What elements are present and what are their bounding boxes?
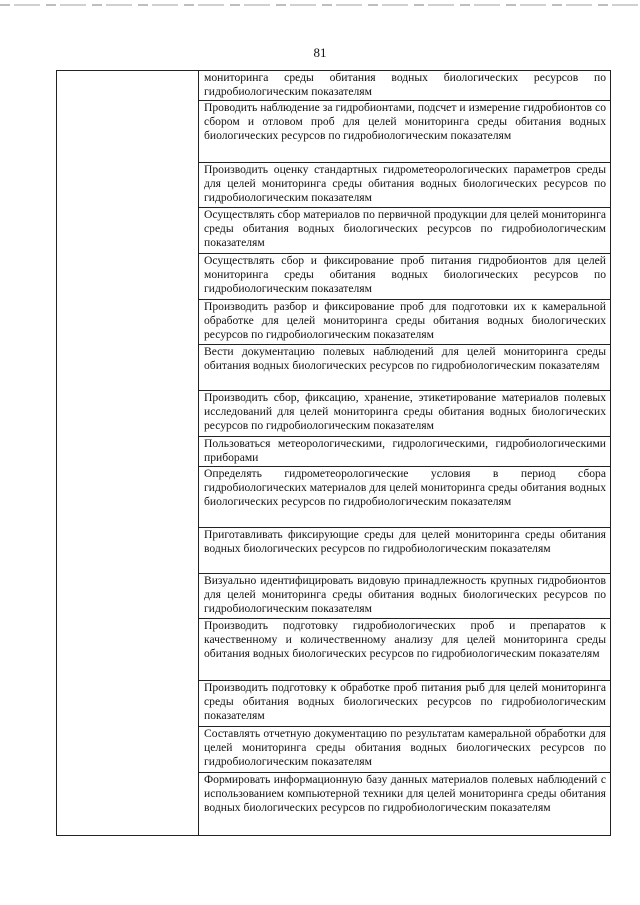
list-item: Приготавливать фиксирующие среды для целей мониторинга среды обитания водных биологических ресурсов по гидробиологическим показателям [199, 528, 610, 574]
list-item: Производить подготовку к обработке проб питания рыб для целей мониторинга среды обитания водных биологических ресурсов по гидробиологическим показателям [199, 681, 610, 727]
list-item: Производить разбор и фиксирование проб для подготовки их к камеральной обработке для целей мониторинга среды обитания водных биологических ресурсов по гидробиологическим показателям [199, 300, 610, 345]
list-item: Составлять отчетную документацию по результатам камеральной обработки для целей мониторинга среды обитания водных биологических ресурсов по гидробиологическим показателям [199, 727, 610, 773]
list-item: Производить подготовку гидробиологических проб и препаратов к качественному и количественному анализу для целей мониторинга среды обитания водных биологических ресурсов по гидробиологическим показателям [199, 619, 610, 681]
table-row [57, 71, 611, 836]
list-item: Осуществлять сбор и фиксирование проб питания гидробионтов для целей мониторинга среды обитания водных биологических ресурсов по гидробиологическим показателям [199, 254, 610, 300]
requirements-table [56, 70, 611, 836]
table-right-cell [199, 71, 611, 836]
list-item: Пользоваться метеорологическими, гидрологическими, гидробиологическими приборами [199, 437, 610, 467]
list-item: Определять гидрометеорологические условия в период сбора гидробиологических материалов для целей мониторинга среды обитания водных биологических ресурсов по гидробиологическим показателям [199, 467, 610, 528]
table-left-cell [57, 71, 199, 836]
list-item: Осуществлять сбор материалов по первичной продукции для целей мониторинга среды обитания водных биологических ресурсов по гидробиологическим показателям [199, 208, 610, 254]
list-item: Формировать информационную базу данных материалов полевых наблюдений с использованием компьютерной техники для целей мониторинга среды обитания водных биологических ресурсов по гидробиологическим показателям [204, 773, 606, 815]
page-number: 81 [313, 45, 327, 60]
list-item: Производить сбор, фиксацию, хранение, этикетирование материалов полевых исследований для целей мониторинга среды обитания водных биологических ресурсов по гидробиологическим показателям [199, 391, 610, 437]
list-item: мониторинга среды обитания водных биологических ресурсов по гидробиологическим показателям [199, 71, 610, 101]
list-item: Визуально идентифицировать видовую принадлежность крупных гидробионтов для целей мониторинга среды обитания водных биологических ресурсов по гидробиологическим показателям [199, 574, 610, 619]
list-item: Вести документацию полевых наблюдений для целей мониторинга среды обитания водных биологических ресурсов по гидробиологическим показателям [199, 345, 610, 391]
list-item: Производить оценку стандартных гидрометеорологических параметров среды для целей мониторинга среды обитания водных биологических ресурсов по гидробиологическим показателям [199, 163, 610, 208]
list-item: Проводить наблюдение за гидробионтами, подсчет и измерение гидробионтов со сбором и отловом проб для целей мониторинга среды обитания водных биологических ресурсов по гидробиологическим показателям [199, 101, 610, 163]
scan-artifact-line [0, 4, 640, 6]
